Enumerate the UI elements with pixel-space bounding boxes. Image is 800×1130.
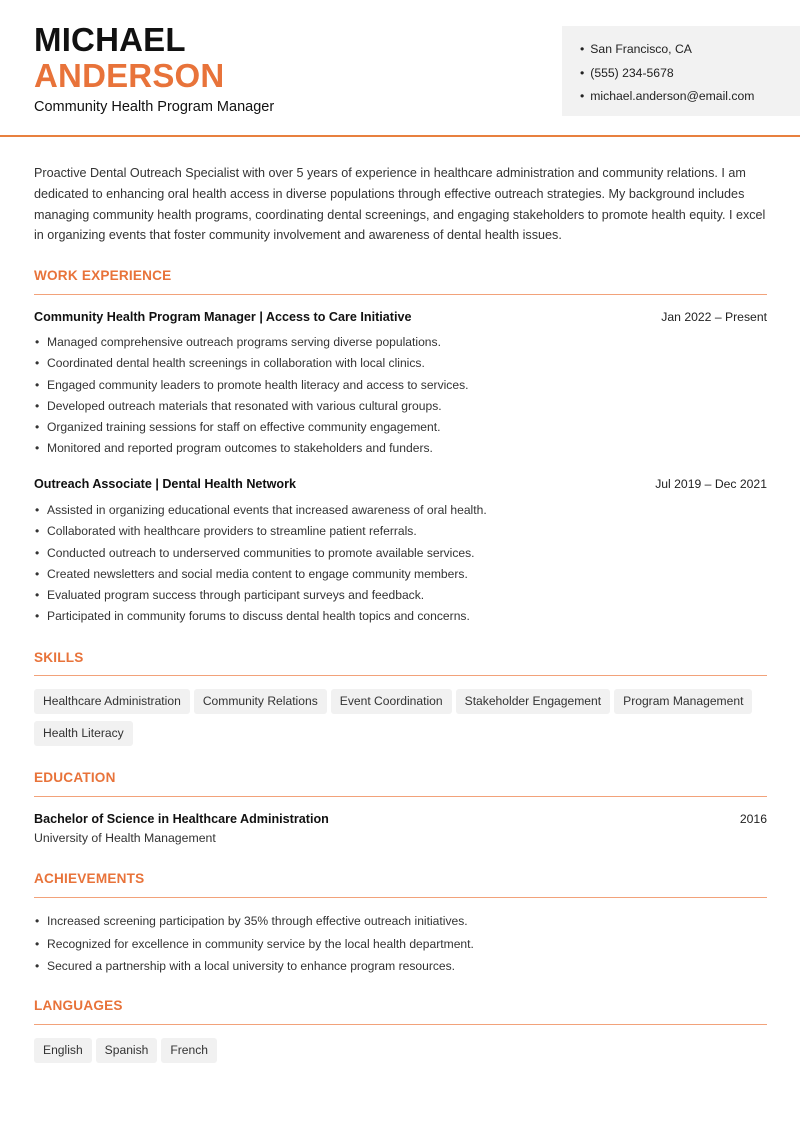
list-item: • Increased screening participation by 35% through effective outreach initiatives. — [34, 910, 474, 933]
skill-chip: Event Coordination — [331, 689, 452, 714]
list-item: • Coordinated dental health screenings in collaboration with local clinics. — [34, 353, 468, 374]
section-divider — [34, 796, 767, 797]
skills-list — [34, 689, 774, 753]
section-divider — [34, 675, 767, 676]
contact-box — [562, 26, 800, 116]
skill-chip: Stakeholder Engagement — [456, 689, 611, 714]
section-title-skills: SKILLS — [34, 650, 84, 665]
language-chip: English — [34, 1038, 92, 1063]
contact-email: • michael.anderson@email.com — [580, 85, 800, 109]
section-title-work: WORK EXPERIENCE — [34, 268, 172, 283]
job-title: Community Health Program Manager — [34, 99, 275, 115]
list-item: • Monitored and reported program outcomes to stakeholders and funders. — [34, 438, 468, 459]
skill-chip: Community Relations — [194, 689, 327, 714]
list-item: • Participated in community forums to discuss dental health topics and concerns. — [34, 606, 487, 627]
section-title-education: EDUCATION — [34, 770, 116, 785]
list-item: • Assisted in organizing educational events that increased awareness of oral health. — [34, 500, 487, 521]
list-item: • Recognized for excellence in community service by the local health department. — [34, 933, 474, 956]
list-item: • Secured a partnership with a local university to enhance program resources. — [34, 955, 474, 978]
job-role: Outreach Associate | Dental Health Network — [34, 477, 297, 491]
summary-paragraph: Proactive Dental Outreach Specialist with over 5 years of experience in healthcare administration and community relations. I am dedicated to enhancing oral health access in diverse populations through effective outreach strategies. My background includes managing community health programs, coordinating dental screenings, and engaging stakeholders to promote health equity. I excel in organizing events that foster community involvement and awareness of dental health issues. — [34, 166, 766, 243]
language-chip: French — [161, 1038, 217, 1063]
education-year: 2016 — [739, 812, 767, 826]
skill-chip: Healthcare Administration — [34, 689, 190, 714]
section-divider — [34, 897, 767, 898]
achievements-list — [34, 910, 474, 978]
job-dates: Jul 2019 – Dec 2021 — [655, 477, 767, 491]
list-item: • Conducted outreach to underserved communities to promote available services. — [34, 543, 487, 564]
list-item: • Managed comprehensive outreach programs serving diverse populations. — [34, 332, 468, 353]
job-bullets — [34, 500, 487, 628]
language-chip: Spanish — [96, 1038, 158, 1063]
section-title-achievements: ACHIEVEMENTS — [34, 871, 145, 886]
first-name: MICHAEL — [34, 21, 186, 58]
job-dates: Jan 2022 – Present — [661, 310, 767, 324]
job-header — [34, 477, 767, 491]
list-item: • Developed outreach materials that resonated with various cultural groups. — [34, 396, 468, 417]
languages-list — [34, 1038, 774, 1070]
candidate-name — [34, 22, 224, 94]
list-item: • Created newsletters and social media content to engage community members. — [34, 564, 487, 585]
section-divider — [34, 1024, 767, 1025]
job-role: Community Health Program Manager | Access to Care Initiative — [34, 310, 412, 324]
skill-chip: Health Literacy — [34, 721, 133, 746]
section-title-languages: LANGUAGES — [34, 998, 123, 1013]
list-item: • Collaborated with healthcare providers to streamline patient referrals. — [34, 521, 487, 542]
section-divider — [34, 294, 767, 295]
resume-header — [0, 0, 800, 137]
education-school: University of Health Management — [34, 831, 216, 845]
skill-chip: Program Management — [614, 689, 752, 714]
last-name: ANDERSON — [34, 57, 225, 94]
contact-phone: • (555) 234-5678 — [580, 62, 800, 86]
job-header — [34, 310, 767, 324]
education-degree: Bachelor of Science in Healthcare Administration — [34, 812, 329, 826]
list-item: • Engaged community leaders to promote health literacy and access to services. — [34, 375, 468, 396]
list-item: • Evaluated program success through participant surveys and feedback. — [34, 585, 487, 606]
list-item: • Organized training sessions for staff on effective community engagement. — [34, 417, 468, 438]
contact-location: • San Francisco, CA — [580, 38, 800, 62]
job-bullets — [34, 332, 468, 460]
